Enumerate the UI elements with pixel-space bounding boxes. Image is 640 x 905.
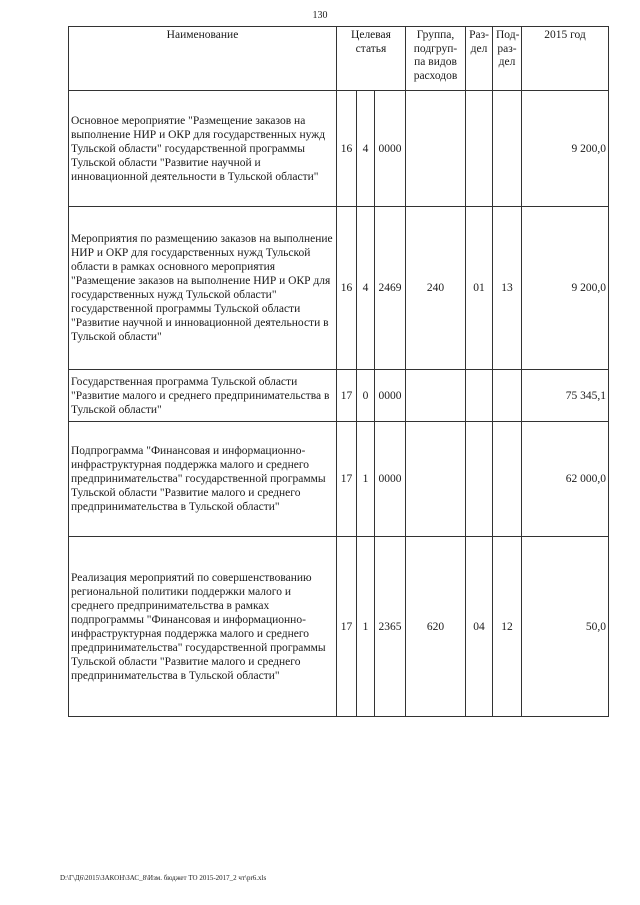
row-group: 240 <box>406 207 466 370</box>
row-code1: 17 <box>337 537 357 717</box>
row-name: Реализация мероприятий по совершенствованию региональной политики поддержки малого и среднего предпринимательства в рамках подпрограммы "Финансовая и информационно-инфраструктурная поддержка малого и среднего предпринимательства" государственной программы Тульской области "Развитие малого и среднего предпринимательства в Тульской области" <box>69 537 337 717</box>
row-code3: 0000 <box>375 370 406 422</box>
row-code2: 1 <box>357 537 375 717</box>
row-group <box>406 370 466 422</box>
row-name: Государственная программа Тульской области "Развитие малого и среднего предпринимательства в Тульской области" <box>69 370 337 422</box>
header-subsection <box>493 27 522 91</box>
row-name: Основное мероприятие "Размещение заказов на выполнение НИР и ОКР для государственных нужд Тульской области" государственной программы Тульской области "Развитие научной и инновационной деятельности в Тульской области" <box>69 91 337 207</box>
row-code1: 16 <box>337 207 357 370</box>
table-row <box>69 370 609 422</box>
table-row <box>69 91 609 207</box>
header-subsection-text: Под- раз- дел <box>496 29 520 68</box>
header-year: 2015 год <box>522 27 609 91</box>
row-code3: 2365 <box>375 537 406 717</box>
row-subsection: 12 <box>493 537 522 717</box>
header-name: Наименование <box>69 27 337 91</box>
row-code2: 4 <box>357 91 375 207</box>
row-name: Подпрограмма "Финансовая и информационно-инфраструктурная поддержка малого и среднего предпринимательства" государственной программы Тульской области "Развитие малого и среднего предпринимательства в Тульской области" <box>69 422 337 537</box>
row-amount: 75 345,1 <box>522 370 609 422</box>
row-code1: 17 <box>337 422 357 537</box>
row-code3: 2469 <box>375 207 406 370</box>
row-subsection: 13 <box>493 207 522 370</box>
header-row <box>69 27 609 91</box>
row-name: Мероприятия по размещению заказов на выполнение НИР и ОКР для государственных нужд Тульской области в рамках основного мероприятия "Размещение заказов на выполнение НИР и ОКР для государственных нужд Тульской области" государственной программы Тульской области "Развитие научной и инновационной деятельности в Тульской области" <box>69 207 337 370</box>
row-code1: 17 <box>337 370 357 422</box>
row-subsection <box>493 422 522 537</box>
row-amount: 50,0 <box>522 537 609 717</box>
header-group <box>406 27 466 91</box>
header-group-text: Группа, подгруп- па видов расходов <box>413 29 458 82</box>
row-section <box>466 91 493 207</box>
row-amount: 62 000,0 <box>522 422 609 537</box>
row-section: 01 <box>466 207 493 370</box>
row-section: 04 <box>466 537 493 717</box>
budget-table <box>68 26 609 717</box>
header-section-text: Раз- дел <box>469 29 489 55</box>
row-code2: 0 <box>357 370 375 422</box>
row-code3: 0000 <box>375 422 406 537</box>
row-section <box>466 370 493 422</box>
header-section <box>466 27 493 91</box>
row-group <box>406 422 466 537</box>
row-code2: 1 <box>357 422 375 537</box>
row-code2: 4 <box>357 207 375 370</box>
row-subsection <box>493 370 522 422</box>
row-amount: 9 200,0 <box>522 207 609 370</box>
header-target-article-text: Целевая статья <box>351 29 391 55</box>
row-code3: 0000 <box>375 91 406 207</box>
header-target-article <box>337 27 406 91</box>
row-group <box>406 91 466 207</box>
table-row <box>69 207 609 370</box>
page-number: 130 <box>312 10 328 21</box>
table-row <box>69 537 609 717</box>
row-amount: 9 200,0 <box>522 91 609 207</box>
row-group: 620 <box>406 537 466 717</box>
row-subsection <box>493 91 522 207</box>
row-section <box>466 422 493 537</box>
row-code1: 16 <box>337 91 357 207</box>
file-path-footer: D:\Г\Д6\2015\ЗАКОН\ЗАС_8\Изм. бюджет ТО 2015-2017_2 чт\pr6.xls <box>60 874 267 882</box>
table-row <box>69 422 609 537</box>
